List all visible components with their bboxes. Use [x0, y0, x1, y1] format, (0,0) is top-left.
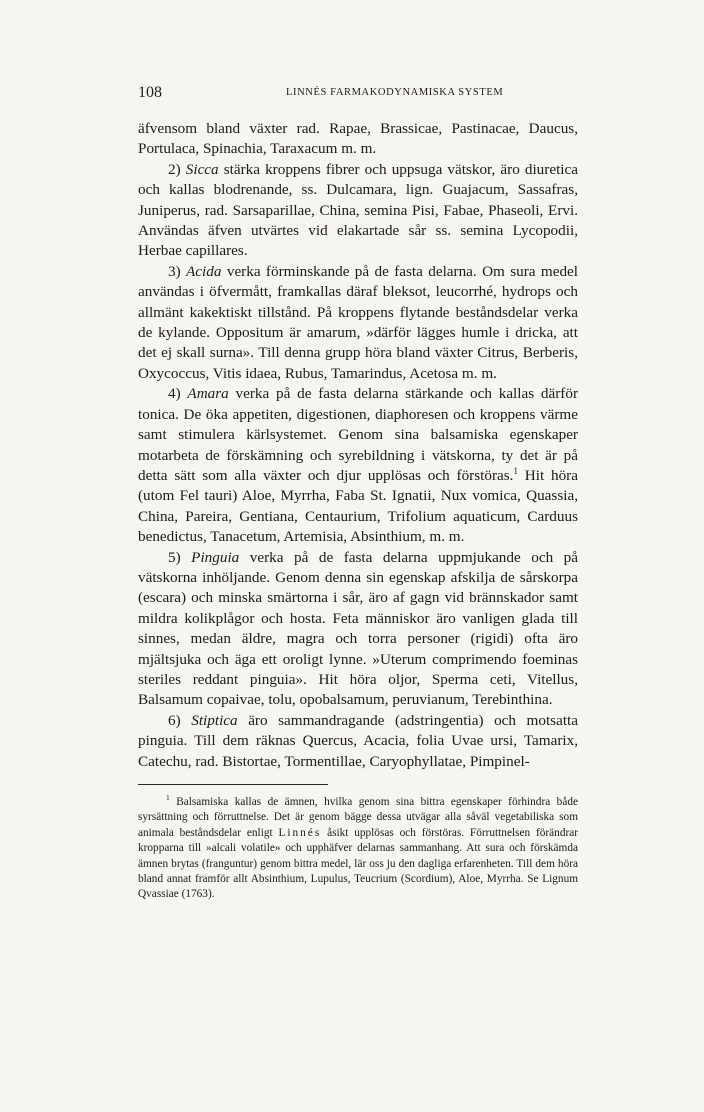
paragraph-pinguia [138, 548, 578, 711]
footnote [138, 795, 578, 903]
term-stiptica: Stiptica [191, 711, 238, 729]
footnote-reference[interactable]: 1 [513, 465, 518, 476]
footnote-mark: 1 [166, 793, 170, 803]
paragraph-text: verka på de fasta delarna stärkande och kallas därför tonica. De öka appetiten, digestionen, diaphoresen och kroppens värme samt stimulera kärlsystemet. Genom sina balsamiska egenskaper motarbeta de förskämning och syrebildning i vätskorna, ty det är på detta sätt som alla växter och djur upplösas och förstöras. [138, 385, 579, 484]
paragraph-sicca [138, 160, 578, 262]
term-acida: Acida [186, 262, 222, 280]
paragraph-text-continued: Hit höra (utom Fel tauri) Aloe, Myrrha, Faba St. Ignatii, Nux vomica, Quassia, China, Pareira, Gentiana, Centaurium, Trifolium aquaticum, Carduus benedictus, Tanacetum, Artemisia, Absinthium, m. m. [138, 466, 578, 546]
book-page [138, 84, 578, 903]
page-number: 108 [138, 84, 162, 101]
paragraph-text: äro sammandragande (adstringentia) och motsatta pinguia. Till dem räknas Quercus, Acacia, folia Uvae ursi, Tamarix, Catechu, rad. Bistortae, Tormentillae, Caryophyllatae, Pimpinel- [138, 711, 579, 770]
footnote-divider [138, 784, 328, 785]
body-text [138, 119, 578, 772]
paragraph-amara [138, 384, 578, 547]
term-amara: Amara [187, 385, 229, 403]
paragraph-continuation [138, 119, 578, 160]
paragraph-text: stärka kroppens fibrer och uppsuga vätskor, äro diuretica och kallas blodrenande, ss. Dulcamara, lign. Guajacum, Sassafras, Juniperus, rad. Sarsaparillae, China, semina Pisi, Fabae, Phaseoli, Ervi. Användas äfven utvärtes vid elakartade sår ss. semina Lycopodii, Herbae capillares. [138, 160, 578, 260]
item-number: 4) [168, 385, 181, 403]
paragraph-acida [138, 262, 578, 384]
term-pinguia: Pinguia [191, 548, 240, 566]
paragraph-text: verka på de fasta delarna uppmjukande och på vätskorna inhöljande. Genom denna sin egenskap afskilja de sårskorpa (escara) och minska smärtorna i sår, äro af gagn vid brännskador samt mildra kolikplågor och hosta. Feta människor äro vanligen glada till sinnes, medan äldre, magra och torra personer (rigidi) ofta äro mjältsjuka och äga ett oroligt lynne. »Uterum comprimendo foeminas steriles reddant pinguia». Hit höra oljor, Sperma ceti, Vitellus, Balsamum copaivae, tolu, opobalsamum, peruvianum, Terebinthina. [138, 548, 579, 709]
item-number: 5) [168, 548, 181, 566]
running-title: LINNÉS FARMAKODYNAMISKA SYSTEM [286, 87, 504, 98]
footnote-text-continued: åsikt upplösas och förstöras. Förruttnelsen förändrar kropparna till »alcali volatile» och upphäfver delarnas sammanhang. Att sura och förskämda ämnen brytas (franguntur) genom bittra medel, lär oss ju den dagliga erfarenheten. Till dem höra bland annat framför allt Absinthium, Lupulus, Teucrium (Scordium), Aloe, Myrrha. Se Lignum Qvassiae (1763). [138, 826, 579, 901]
paragraph-stiptica [138, 711, 578, 772]
paragraph-text: verka förminskande på de fasta delarna. Om sura medel användas i öfvermått, framkallas däraf bleksot, leucorrhé, hydrops och allmänt kakektiskt tillstånd. På kroppens flytande beståndsdelar verka de kylande. Oppositum är amarum, »därför lägges humle i dricka, att det ej skall surna». Till denna grupp höra bland växter Citrus, Berberis, Oxycoccus, Vitis idaea, Rubus, Tamarindus, Acetosa m. m. [138, 262, 579, 382]
footnote-text: Balsamiska kallas de ämnen, hvilka genom sina bittra egenskaper förhindra både syrsättning och förruttnelse. Det är genom bägge dessa utvägar alla såväl vegetabiliska som animala beståndsdelar enligt [138, 796, 579, 839]
paragraph-text: äfvensom bland växter rad. Rapae, Brassicae, Pastinacae, Daucus, Portulaca, Spinachia, Taraxacum m. m. [138, 120, 578, 158]
item-number: 6) [168, 711, 181, 729]
term-sicca: Sicca [185, 160, 219, 178]
item-number: 3) [168, 262, 181, 280]
item-number: 2) [168, 160, 181, 178]
running-head [138, 84, 578, 106]
footnote-author-name: Linnés [278, 826, 322, 839]
